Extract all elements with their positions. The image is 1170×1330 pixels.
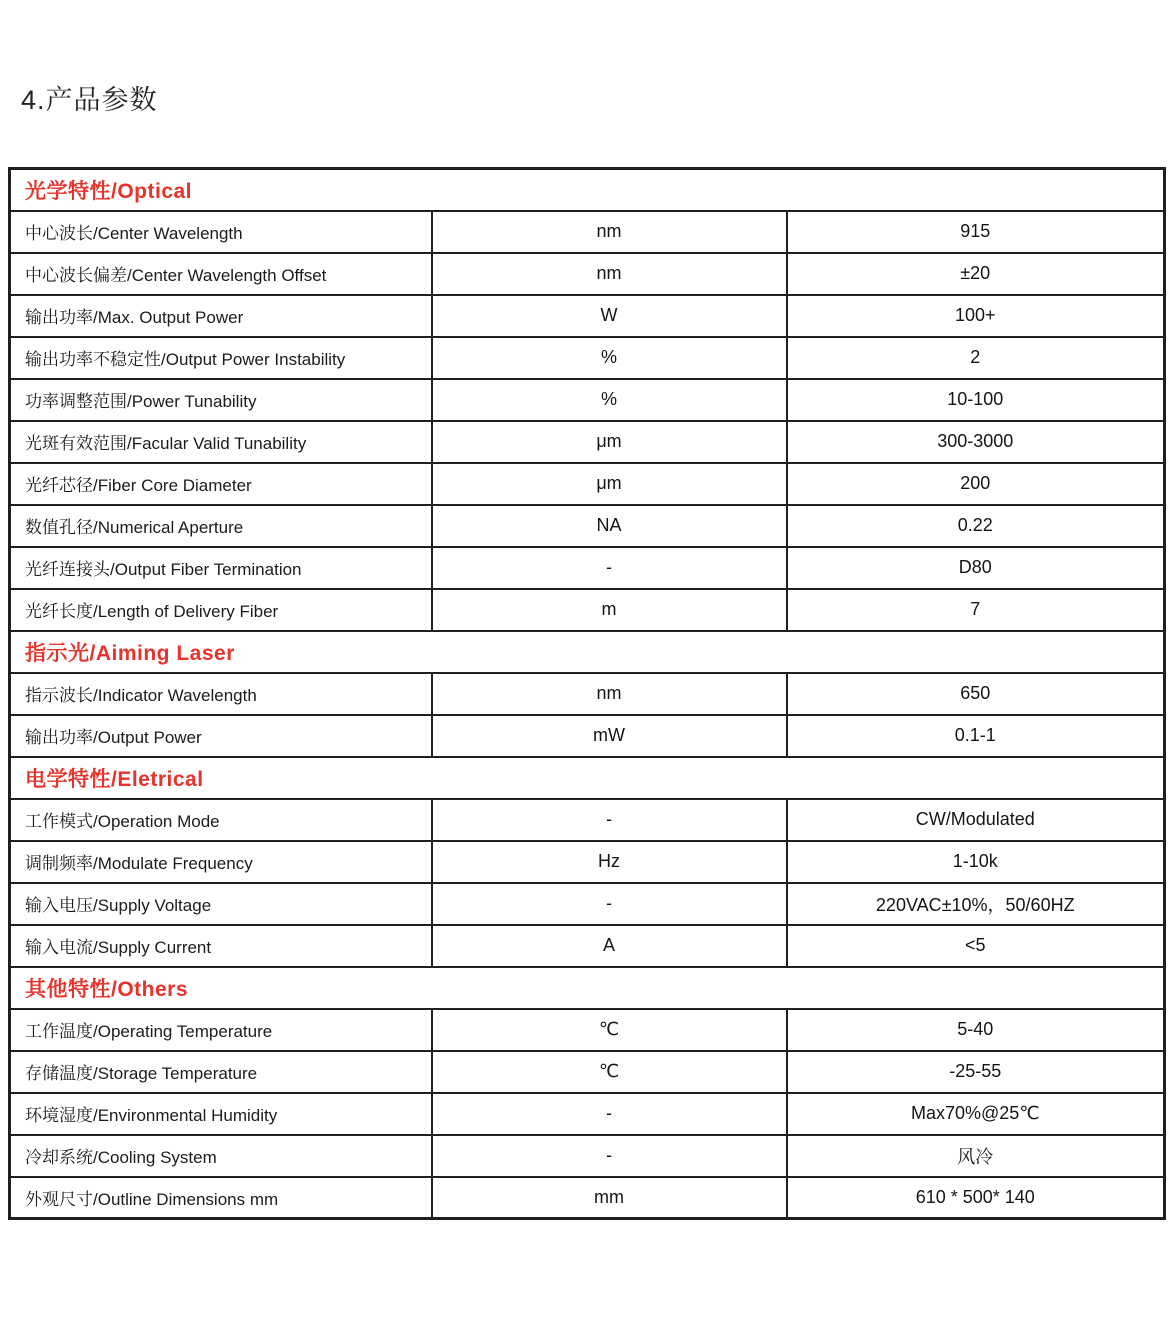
section-header-row <box>10 757 1165 799</box>
param-label: 光纤长度/Length of Delivery Fiber <box>10 589 432 631</box>
param-label: 光纤芯径/Fiber Core Diameter <box>10 463 432 505</box>
param-value: 0.1-1 <box>787 715 1165 757</box>
param-label: 输入电压/Supply Voltage <box>10 883 432 925</box>
spec-row <box>10 925 1165 967</box>
spec-row <box>10 295 1165 337</box>
param-value: 220VAC±10%，50/60HZ <box>787 883 1165 925</box>
spec-row <box>10 799 1165 841</box>
param-label: 输入电流/Supply Current <box>10 925 432 967</box>
param-unit: m <box>432 589 787 631</box>
spec-row <box>10 379 1165 421</box>
spec-row <box>10 589 1165 631</box>
param-value: 10-100 <box>787 379 1165 421</box>
param-label: 工作温度/Operating Temperature <box>10 1009 432 1051</box>
param-label: 外观尺寸/Outline Dimensions mm <box>10 1177 432 1219</box>
param-unit: % <box>432 337 787 379</box>
spec-row <box>10 463 1165 505</box>
param-value: Max70%@25℃ <box>787 1093 1165 1135</box>
param-value: <5 <box>787 925 1165 967</box>
spec-row <box>10 841 1165 883</box>
param-label: 中心波长/Center Wavelength <box>10 211 432 253</box>
param-unit: W <box>432 295 787 337</box>
param-value: 300-3000 <box>787 421 1165 463</box>
spec-row <box>10 1009 1165 1051</box>
param-label: 功率调整范围/Power Tunability <box>10 379 432 421</box>
param-unit: - <box>432 799 787 841</box>
param-unit: - <box>432 1135 787 1177</box>
param-value: 2 <box>787 337 1165 379</box>
section-header-row <box>10 169 1165 211</box>
spec-row <box>10 421 1165 463</box>
param-label: 光斑有效范围/Facular Valid Tunability <box>10 421 432 463</box>
param-value: 风冷 <box>787 1135 1165 1177</box>
param-unit: % <box>432 379 787 421</box>
param-value: D80 <box>787 547 1165 589</box>
param-value: 100+ <box>787 295 1165 337</box>
param-unit: mW <box>432 715 787 757</box>
spec-row <box>10 253 1165 295</box>
section-header-row <box>10 967 1165 1009</box>
param-label: 输出功率不稳定性/Output Power Instability <box>10 337 432 379</box>
param-label: 中心波长偏差/Center Wavelength Offset <box>10 253 432 295</box>
spec-table <box>8 167 1166 1220</box>
param-unit: Hz <box>432 841 787 883</box>
spec-row <box>10 673 1165 715</box>
param-value: 650 <box>787 673 1165 715</box>
param-label: 存储温度/Storage Temperature <box>10 1051 432 1093</box>
param-unit: mm <box>432 1177 787 1219</box>
section-header: 其他特性/Others <box>10 967 1165 1009</box>
param-value: 915 <box>787 211 1165 253</box>
spec-row <box>10 1135 1165 1177</box>
param-unit: μm <box>432 421 787 463</box>
param-value: 7 <box>787 589 1165 631</box>
param-value: 200 <box>787 463 1165 505</box>
param-label: 输出功率/Output Power <box>10 715 432 757</box>
param-unit: μm <box>432 463 787 505</box>
param-label: 指示波长/Indicator Wavelength <box>10 673 432 715</box>
param-unit: NA <box>432 505 787 547</box>
param-unit: ℃ <box>432 1009 787 1051</box>
param-unit: - <box>432 547 787 589</box>
spec-table-body <box>10 169 1165 1219</box>
spec-row <box>10 211 1165 253</box>
param-value: CW/Modulated <box>787 799 1165 841</box>
param-unit: A <box>432 925 787 967</box>
param-value: ±20 <box>787 253 1165 295</box>
param-unit: - <box>432 1093 787 1135</box>
param-label: 调制频率/Modulate Frequency <box>10 841 432 883</box>
param-value: 610 * 500* 140 <box>787 1177 1165 1219</box>
spec-row <box>10 1051 1165 1093</box>
section-header-row <box>10 631 1165 673</box>
param-label: 光纤连接头/Output Fiber Termination <box>10 547 432 589</box>
spec-row <box>10 505 1165 547</box>
section-header: 光学特性/Optical <box>10 169 1165 211</box>
param-label: 工作模式/Operation Mode <box>10 799 432 841</box>
param-unit: ℃ <box>432 1051 787 1093</box>
spec-row <box>10 337 1165 379</box>
param-label: 冷却系统/Cooling System <box>10 1135 432 1177</box>
section-header: 指示光/Aiming Laser <box>10 631 1165 673</box>
spec-row <box>10 715 1165 757</box>
param-label: 输出功率/Max. Output Power <box>10 295 432 337</box>
section-header: 电学特性/Eletrical <box>10 757 1165 799</box>
param-unit: - <box>432 883 787 925</box>
param-value: 1-10k <box>787 841 1165 883</box>
param-value: 0.22 <box>787 505 1165 547</box>
spec-row <box>10 1177 1165 1219</box>
param-unit: nm <box>432 673 787 715</box>
param-value: -25-55 <box>787 1051 1165 1093</box>
page-title: 4.产品参数 <box>21 85 158 115</box>
spec-row <box>10 883 1165 925</box>
spec-row <box>10 547 1165 589</box>
param-unit: nm <box>432 253 787 295</box>
param-label: 环境湿度/Environmental Humidity <box>10 1093 432 1135</box>
spec-row <box>10 1093 1165 1135</box>
param-unit: nm <box>432 211 787 253</box>
param-value: 5-40 <box>787 1009 1165 1051</box>
param-label: 数值孔径/Numerical Aperture <box>10 505 432 547</box>
